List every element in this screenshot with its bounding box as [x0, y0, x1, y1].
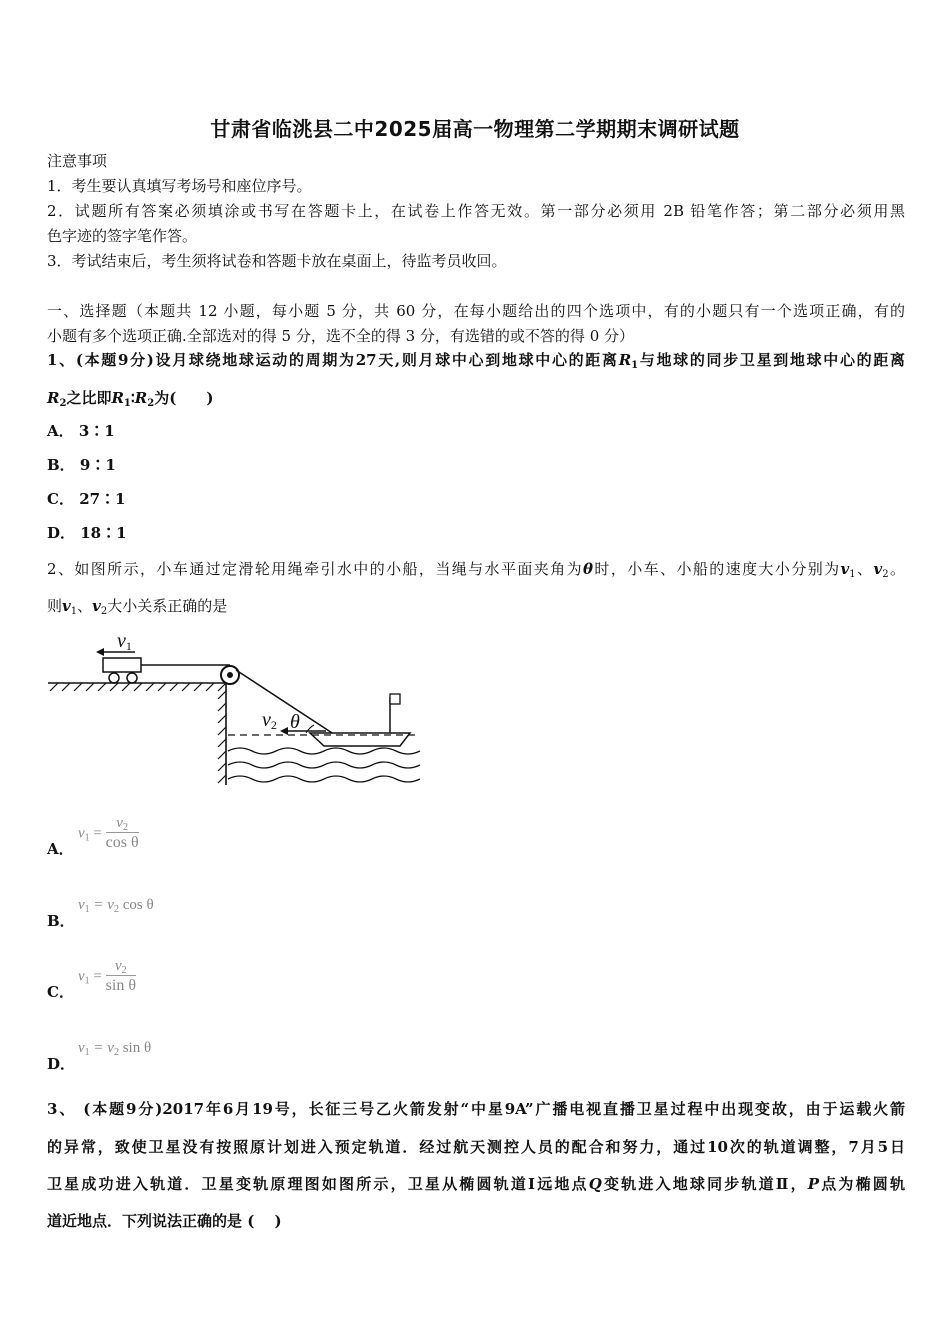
sub: 1: [84, 904, 90, 915]
option-a[interactable]: [47, 420, 115, 441]
var-v: v: [92, 597, 101, 615]
page-title: 甘肃省临洮县二中2025届高一物理第二学期期末调研试题: [210, 117, 740, 141]
notice-item: 色字迹的签字笔作答。: [47, 227, 198, 245]
fraction: [106, 958, 136, 996]
question-1-line1: [47, 348, 905, 373]
option-c[interactable]: C．: [47, 983, 74, 1001]
option-d[interactable]: D．: [47, 1055, 76, 1073]
question-1-line2: [47, 386, 213, 411]
sub: 1: [123, 398, 131, 409]
question-text: 与地球的同步卫星到地球中心的距离: [638, 351, 906, 369]
option-text: 27∶1: [79, 490, 126, 508]
cart-wheel: [127, 673, 137, 683]
question-text: 。: [888, 560, 905, 578]
section-instruction: 小题有多个选项正确.全部选对的得 5 分，选不全的得 3 分，有选错的或不答的得 0 分）: [47, 327, 635, 345]
separator: 、: [855, 560, 874, 578]
option-b[interactable]: B．: [47, 912, 75, 930]
formula-a: [78, 815, 139, 853]
wave: [228, 748, 420, 754]
v2-arrowhead-icon: [280, 727, 288, 735]
wall-hatch: [218, 691, 226, 783]
wave: [228, 762, 420, 768]
sub: 1: [84, 832, 90, 844]
var-v: v: [116, 815, 123, 831]
question-text: 之比即: [66, 389, 112, 407]
boat-flag-icon: [390, 694, 400, 704]
var-v: v: [114, 958, 122, 974]
notice-item: 3．考试结束后，考生须将试卷和答题卡放在桌面上，待监考员收回。: [47, 252, 507, 270]
question-text: 大小关系正确的是: [107, 597, 228, 615]
var-v: v: [78, 968, 85, 985]
pulley-boat-diagram: [40, 625, 430, 790]
option-text: 9∶1: [79, 456, 116, 474]
wave: [228, 776, 420, 782]
ratio-sign: ∶: [130, 389, 135, 407]
formula-d: [78, 1040, 151, 1057]
separator: 、: [77, 597, 93, 615]
question-number: 1、: [47, 351, 76, 369]
theta-label: θ: [290, 711, 300, 733]
option-c[interactable]: [47, 488, 126, 509]
sub: 2: [100, 606, 108, 617]
var-p: P: [807, 1175, 820, 1193]
question-text: (本题9分)设月球绕地球运动的周期为27天,则月球中心到地球中心的距离: [75, 351, 619, 369]
sub: 2: [147, 398, 155, 409]
sub: 2: [113, 1047, 119, 1058]
question-text: 卫星成功进入轨道．卫星变轨原理图如图所示，卫星从椭圆轨道Ⅰ远地点: [47, 1175, 589, 1193]
formula-text: = v: [93, 1040, 114, 1056]
option-label: B．: [47, 456, 75, 474]
sub: 2: [59, 398, 67, 409]
var-v: v: [78, 1040, 85, 1056]
equals: =: [93, 825, 102, 842]
sub: 2: [121, 965, 127, 976]
notice-item: 2．试题所有答案必须填涂或书写在答题卡上，在试卷上作答无效。第一部分必须用 2B 铅笔作答；第二部分必须用黑: [47, 202, 905, 220]
v1-label: v1: [117, 630, 132, 653]
formula-text: cos θ: [122, 897, 154, 913]
option-b[interactable]: [47, 454, 116, 475]
formula-text: = v: [93, 897, 114, 913]
denominator: cos θ: [105, 834, 139, 851]
v2-label: v2: [262, 709, 277, 732]
denominator: sin θ: [105, 977, 136, 994]
question-text: 变轨进入地球同步轨道Ⅱ，: [601, 1175, 808, 1193]
theta-arc: [306, 725, 314, 733]
var-r: R: [134, 389, 148, 407]
formula-b: [78, 897, 154, 914]
question-text: 时，小车、小船的速度大小分别为: [593, 560, 841, 578]
option-label: C．: [47, 490, 74, 508]
var-v: v: [78, 825, 85, 842]
var-v: v: [873, 560, 883, 578]
sub: 2: [113, 904, 119, 915]
sub: 1: [631, 360, 639, 371]
section-instruction: 一、选择题（本题共 12 小题，每小题 5 分，共 60 分，在每小题给出的四个选项中，有的小题只有一个选项正确，有的: [47, 302, 905, 320]
question-3-line1: 3、 (本题9分)2017年6月19号，长征三号乙火箭发射“中星9A”广播电视直播卫星过程中出现变故，由于运载火箭: [47, 1100, 905, 1118]
formula-c: [78, 958, 136, 996]
question-2-line1: [47, 557, 905, 582]
sub: 2: [122, 822, 128, 833]
cart-wheel: [109, 673, 119, 683]
ground-hatch: [50, 683, 226, 691]
fraction: [106, 815, 139, 853]
sub: 1: [70, 606, 78, 617]
var-r: R: [47, 389, 60, 407]
var-v: v: [840, 560, 850, 578]
sub: 1: [84, 1047, 90, 1058]
option-d[interactable]: [47, 522, 127, 543]
var-theta: θ: [583, 560, 594, 578]
question-3-line4: 道近地点．下列说法正确的是 ( ): [47, 1212, 282, 1230]
question-text: 则: [47, 597, 63, 615]
sub: 2: [882, 569, 889, 580]
var-q: Q: [588, 1175, 602, 1193]
notice-heading: 注意事项: [47, 152, 108, 170]
question-text: 点为椭圆轨: [819, 1175, 905, 1193]
var-r: R: [618, 351, 632, 369]
question-number: 2、: [47, 560, 75, 578]
var-r: R: [111, 389, 124, 407]
sub: 1: [84, 975, 90, 987]
option-text: 3∶1: [78, 422, 115, 440]
var-v: v: [62, 597, 71, 615]
pulley-axle: [227, 672, 233, 678]
question-3-line3: [47, 1172, 905, 1197]
var-v: v: [78, 897, 85, 913]
option-label: D．: [47, 524, 76, 542]
cart: [103, 658, 141, 672]
question-3-line2: 的异常，致使卫星没有按照原计划进入预定轨道．经过航天测控人员的配合和努力，通过10次的轨道调整，7月5日: [47, 1138, 905, 1156]
option-a[interactable]: A．: [47, 840, 74, 858]
option-text: 18∶1: [80, 524, 127, 542]
notice-item: 1．考生要认真填写考场号和座位序号。: [47, 177, 312, 195]
sub: 1: [849, 569, 856, 580]
option-label: A．: [47, 422, 74, 440]
v1-arrowhead-icon: [96, 648, 104, 656]
question-text: 为( ): [154, 389, 214, 407]
formula-text: sin θ: [122, 1040, 152, 1056]
question-text: 如图所示，小车通过定滑轮用绳牵引水中的小船，当绳与水平面夹角为: [74, 560, 583, 578]
question-2-line2: [47, 594, 227, 619]
equals: =: [93, 968, 102, 985]
